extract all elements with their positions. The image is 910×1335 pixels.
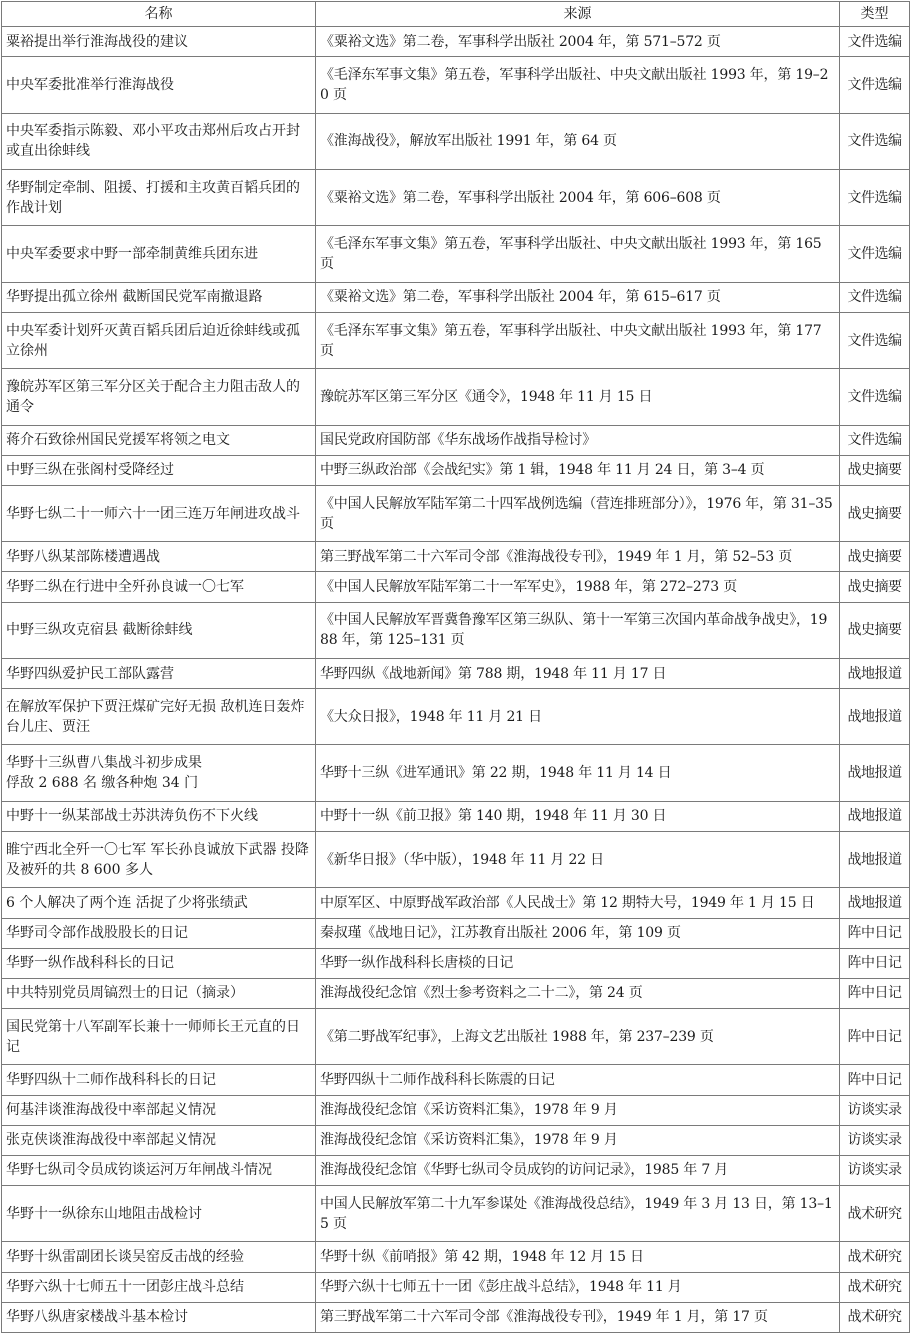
- row-type-cell: 战地报道: [840, 801, 910, 831]
- row-name-cell: 华野一纵作战科科长的日记: [2, 948, 316, 978]
- row-source-cell: 华野十纵《前哨报》第 42 期，1948 年 12 月 15 日: [316, 1242, 840, 1272]
- row-type-cell: 阵中日记: [840, 948, 910, 978]
- table-row: [2, 1302, 910, 1332]
- row-type-cell: 战术研究: [840, 1302, 910, 1332]
- row-type-cell: 文件选编: [840, 312, 910, 368]
- row-type-cell: 战术研究: [840, 1272, 910, 1302]
- row-source-cell: 华野四纵《战地新闻》第 788 期，1948 年 11 月 17 日: [316, 658, 840, 688]
- row-source-cell: 华野一纵作战科科长唐棪的日记: [316, 948, 840, 978]
- row-name-cell: 华野六纵十七师五十一团彭庄战斗总结: [2, 1272, 316, 1302]
- row-name-cell: 中野三纵攻克宿县 截断徐蚌线: [2, 602, 316, 658]
- table-row: [2, 1009, 910, 1065]
- row-source-cell: 《中国人民解放军晋冀鲁豫军区第三纵队、第十一军第三次国内革命战争战史》，1988 年，第 125–131 页: [316, 602, 840, 658]
- row-source-cell: 华野六纵十七师五十一团《彭庄战斗总结》，1948 年 11 月: [316, 1272, 840, 1302]
- table-row: [2, 169, 910, 225]
- row-name-cell: 华野二纵在行进中全歼孙良诚一〇七军: [2, 572, 316, 602]
- table-row: [2, 27, 910, 57]
- row-name-cell: 华野十纵雷副团长谈吴窑反击战的经验: [2, 1242, 316, 1272]
- table-row: [2, 312, 910, 368]
- row-source-cell: 中野三纵政治部《会战纪实》第 1 辑，1948 年 11 月 24 日，第 3–4 页: [316, 455, 840, 485]
- row-source-cell: 淮海战役纪念馆《华野七纵司令员成钧的访问记录》，1985 年 7 月: [316, 1155, 840, 1185]
- table-row: [2, 485, 910, 541]
- row-source-cell: 华野四纵十二师作战科科长陈震的日记: [316, 1065, 840, 1095]
- row-type-cell: 文件选编: [840, 282, 910, 312]
- row-source-cell: 《中国人民解放军陆军第二十四军战例选编（营连排班部分）》，1976 年，第 31–35 页: [316, 485, 840, 541]
- row-source-cell: 《粟裕文选》第二卷，军事科学出版社 2004 年，第 571–572 页: [316, 27, 840, 57]
- row-name-cell: 蒋介石致徐州国民党援军将领之电文: [2, 425, 316, 455]
- row-type-cell: 文件选编: [840, 369, 910, 425]
- table-row: [2, 369, 910, 425]
- table-row: [2, 113, 910, 169]
- row-type-cell: 阵中日记: [840, 918, 910, 948]
- row-source-cell: 第三野战军第二十六军司令部《淮海战役专刊》，1949 年 1 月，第 52–53 页: [316, 542, 840, 572]
- row-name-cell: 华野七纵二十一师六十一团三连万年闸进攻战斗: [2, 485, 316, 541]
- row-type-cell: 战史摘要: [840, 542, 910, 572]
- row-source-cell: 中原军区、中原野战军政治部《人民战士》第 12 期特大号，1949 年 1 月 15 日: [316, 888, 840, 918]
- row-name-cell: 华野制定牵制、阻援、打援和主攻黄百韬兵团的作战计划: [2, 169, 316, 225]
- row-source-cell: 淮海战役纪念馆《采访资料汇集》，1978 年 9 月: [316, 1095, 840, 1125]
- row-name-cell: 中央军委批准举行淮海战役: [2, 57, 316, 113]
- row-name-cell: 中央军委计划歼灭黄百韬兵团后迫近徐蚌线或孤立徐州: [2, 312, 316, 368]
- table-row: [2, 1155, 910, 1185]
- row-type-cell: 文件选编: [840, 169, 910, 225]
- row-type-cell: 战地报道: [840, 658, 910, 688]
- table-row: [2, 918, 910, 948]
- row-type-cell: 战地报道: [840, 832, 910, 888]
- header-type: 类型: [840, 2, 910, 27]
- table-row: [2, 1065, 910, 1095]
- reference-table: [1, 1, 910, 1333]
- table-row: [2, 1095, 910, 1125]
- row-name-cell: 何基沣谈淮海战役中率部起义情况: [2, 1095, 316, 1125]
- table-row: [2, 1125, 910, 1155]
- row-source-cell: 《大众日报》，1948 年 11 月 21 日: [316, 689, 840, 745]
- row-source-cell: 中国人民解放军第二十九军参谋处《淮海战役总结》，1949 年 3 月 13 日，第 13–15 页: [316, 1186, 840, 1242]
- row-name-cell: 中野十一纵某部战士苏洪涛负伤不下火线: [2, 801, 316, 831]
- table-row: [2, 602, 910, 658]
- table-row: [2, 1186, 910, 1242]
- row-name-cell: 华野四纵爱护民工部队露营: [2, 658, 316, 688]
- row-name-cell: 华野提出孤立徐州 截断国民党军南撤退路: [2, 282, 316, 312]
- row-name-cell: 中央军委指示陈毅、邓小平攻击郑州后攻占开封或直出徐蚌线: [2, 113, 316, 169]
- table-row: [2, 282, 910, 312]
- row-name-cell: 华野七纵司令员成钧谈运河万年闸战斗情况: [2, 1155, 316, 1185]
- table-row: [2, 689, 910, 745]
- row-name-cell: 中央军委要求中野一部牵制黄维兵团东进: [2, 226, 316, 282]
- row-name-cell: 国民党第十八军副军长兼十一师师长王元直的日记: [2, 1009, 316, 1065]
- row-type-cell: 战术研究: [840, 1186, 910, 1242]
- table-row: [2, 425, 910, 455]
- row-type-cell: 阵中日记: [840, 978, 910, 1008]
- table-row: [2, 888, 910, 918]
- table-row: [2, 572, 910, 602]
- row-type-cell: 文件选编: [840, 425, 910, 455]
- row-name-cell: 张克侠谈淮海战役中率部起义情况: [2, 1125, 316, 1155]
- row-source-cell: 淮海战役纪念馆《烈士参考资料之二十二》，第 24 页: [316, 978, 840, 1008]
- row-name-cell: 在解放军保护下贾汪煤矿完好无损 敌机连日轰炸台儿庄、贾汪: [2, 689, 316, 745]
- row-type-cell: 战史摘要: [840, 602, 910, 658]
- row-type-cell: 阵中日记: [840, 1065, 910, 1095]
- row-source-cell: 《粟裕文选》第二卷，军事科学出版社 2004 年，第 615–617 页: [316, 282, 840, 312]
- table-row: [2, 226, 910, 282]
- row-type-cell: 战地报道: [840, 745, 910, 801]
- header-name: 名称: [2, 2, 316, 27]
- row-source-cell: 《毛泽东军事文集》第五卷，军事科学出版社、中央文献出版社 1993 年，第 177 页: [316, 312, 840, 368]
- row-source-cell: 第三野战军第二十六军司令部《淮海战役专刊》，1949 年 1 月，第 17 页: [316, 1302, 840, 1332]
- row-name-cell: 粟裕提出举行淮海战役的建议: [2, 27, 316, 57]
- row-type-cell: 文件选编: [840, 226, 910, 282]
- row-source-cell: 《粟裕文选》第二卷，军事科学出版社 2004 年，第 606–608 页: [316, 169, 840, 225]
- row-type-cell: 访谈实录: [840, 1095, 910, 1125]
- row-source-cell: 《毛泽东军事文集》第五卷，军事科学出版社、中央文献出版社 1993 年，第 165 页: [316, 226, 840, 282]
- row-source-cell: 淮海战役纪念馆《采访资料汇集》，1978 年 9 月: [316, 1125, 840, 1155]
- row-type-cell: 战术研究: [840, 1242, 910, 1272]
- row-source-cell: 《中国人民解放军陆军第二十一军军史》，1988 年，第 272–273 页: [316, 572, 840, 602]
- row-type-cell: 战史摘要: [840, 572, 910, 602]
- row-name-cell: 睢宁西北全歼一〇七军 军长孙良诚放下武器 投降及被歼的共 8 600 多人: [2, 832, 316, 888]
- row-type-cell: 战史摘要: [840, 485, 910, 541]
- row-name-cell: 中野三纵在张阁村受降经过: [2, 455, 316, 485]
- table-row: [2, 832, 910, 888]
- table-row: [2, 978, 910, 1008]
- row-source-cell: 《第二野战军纪事》，上海文艺出版社 1988 年，第 237–239 页: [316, 1009, 840, 1065]
- table-row: [2, 658, 910, 688]
- row-name-cell: 华野四纵十二师作战科科长的日记: [2, 1065, 316, 1095]
- table-row: [2, 455, 910, 485]
- table-row: [2, 1272, 910, 1302]
- row-source-cell: 秦叔瑾《战地日记》，江苏教育出版社 2006 年，第 109 页: [316, 918, 840, 948]
- row-source-cell: 《新华日报》（华中版），1948 年 11 月 22 日: [316, 832, 840, 888]
- table-row: [2, 745, 910, 801]
- row-source-cell: 国民党政府国防部《华东战场作战指导检讨》: [316, 425, 840, 455]
- row-type-cell: 访谈实录: [840, 1155, 910, 1185]
- row-source-cell: 华野十三纵《进军通讯》第 22 期，1948 年 11 月 14 日: [316, 745, 840, 801]
- row-name-cell: 华野十三纵曹八集战斗初步成果 俘敌 2 688 名 缴各种炮 34 门: [2, 745, 316, 801]
- row-type-cell: 文件选编: [840, 27, 910, 57]
- row-name-cell: 华野司令部作战股股长的日记: [2, 918, 316, 948]
- row-source-cell: 豫皖苏军区第三军分区《通令》，1948 年 11 月 15 日: [316, 369, 840, 425]
- row-name-cell: 华野十一纵徐东山地阻击战检讨: [2, 1186, 316, 1242]
- table-row: [2, 948, 910, 978]
- row-type-cell: 访谈实录: [840, 1125, 910, 1155]
- table-row: [2, 542, 910, 572]
- row-type-cell: 文件选编: [840, 113, 910, 169]
- row-name-cell: 中共特别党员周镐烈士的日记（摘录）: [2, 978, 316, 1008]
- table-row: [2, 801, 910, 831]
- row-type-cell: 文件选编: [840, 57, 910, 113]
- row-type-cell: 战地报道: [840, 689, 910, 745]
- row-source-cell: 《毛泽东军事文集》第五卷，军事科学出版社、中央文献出版社 1993 年，第 19–20 页: [316, 57, 840, 113]
- header-source: 来源: [316, 2, 840, 27]
- row-source-cell: 《淮海战役》，解放军出版社 1991 年，第 64 页: [316, 113, 840, 169]
- row-type-cell: 阵中日记: [840, 1009, 910, 1065]
- table-row: [2, 1242, 910, 1272]
- row-name-cell: 华野八纵唐家楼战斗基本检讨: [2, 1302, 316, 1332]
- row-type-cell: 战地报道: [840, 888, 910, 918]
- header-row: [2, 2, 910, 27]
- row-source-cell: 中野十一纵《前卫报》第 140 期，1948 年 11 月 30 日: [316, 801, 840, 831]
- row-name-cell: 华野八纵某部陈楼遭遇战: [2, 542, 316, 572]
- row-name-cell: 豫皖苏军区第三军分区关于配合主力阻击敌人的通令: [2, 369, 316, 425]
- table-row: [2, 57, 910, 113]
- row-name-cell: 6 个人解决了两个连 活捉了少将张绩武: [2, 888, 316, 918]
- row-type-cell: 战史摘要: [840, 455, 910, 485]
